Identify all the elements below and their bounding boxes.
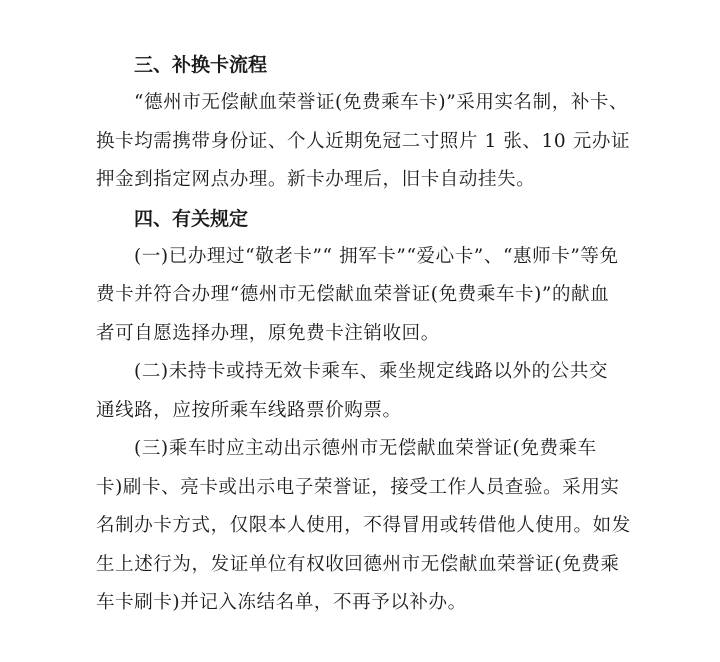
- regulation-item-3: [96, 430, 636, 623]
- paragraph-line: 通线路，应按所乘车线路票价购票。: [96, 399, 402, 421]
- paragraph-line: (二)未持卡或持无效卡乘车、乘坐规定线路以外的公共交: [134, 361, 609, 382]
- regulation-item-2: [96, 353, 636, 430]
- paragraph-line: 生上述行为，发证单位有权收回德州市无偿献血荣誉证(免费乘: [96, 553, 620, 575]
- card-replacement-paragraph: [96, 84, 636, 200]
- section-heading-card-replacement: 三、补换卡流程: [134, 54, 268, 76]
- paragraph-line: (一)已办理过“敬老卡”“ 拥军卡”“爱心卡”、“惠师卡”等免: [134, 245, 619, 267]
- regulation-item-1: [96, 238, 636, 354]
- paragraph-line: “德州市无偿献血荣誉证(免费乘车卡)”采用实名制，补卡、: [134, 92, 629, 113]
- document-body: [96, 46, 636, 623]
- paragraph-line: 车卡刷卡)并记入冻结名单，不再予以补办。: [96, 592, 467, 613]
- paragraph-line: 名制办卡方式，仅限本人使用，不得冒用或转借他人使用。如发: [96, 515, 631, 536]
- paragraph-line: 者可自愿选择办理，原免费卡注销收回。: [96, 322, 440, 344]
- paragraph-line: (三)乘车时应主动出示德州市无偿献血荣誉证(免费乘车: [134, 438, 597, 459]
- paragraph-line: 押金到指定网点办理。新卡办理后，旧卡自动挂失。: [96, 169, 536, 190]
- section-heading-regulations: 四、有关规定: [134, 207, 249, 230]
- paragraph-line: 换卡均需携带身份证、个人近期免冠二寸照片 1 张、10 元办证: [96, 130, 631, 152]
- paragraph-line: 卡)刷卡、亮卡或出示电子荣誉证，接受工作人员查验。采用实: [96, 476, 620, 498]
- paragraph-line: 费卡并符合办理“德州市无偿献血荣誉证(免费乘车卡)”的献血: [96, 284, 610, 305]
